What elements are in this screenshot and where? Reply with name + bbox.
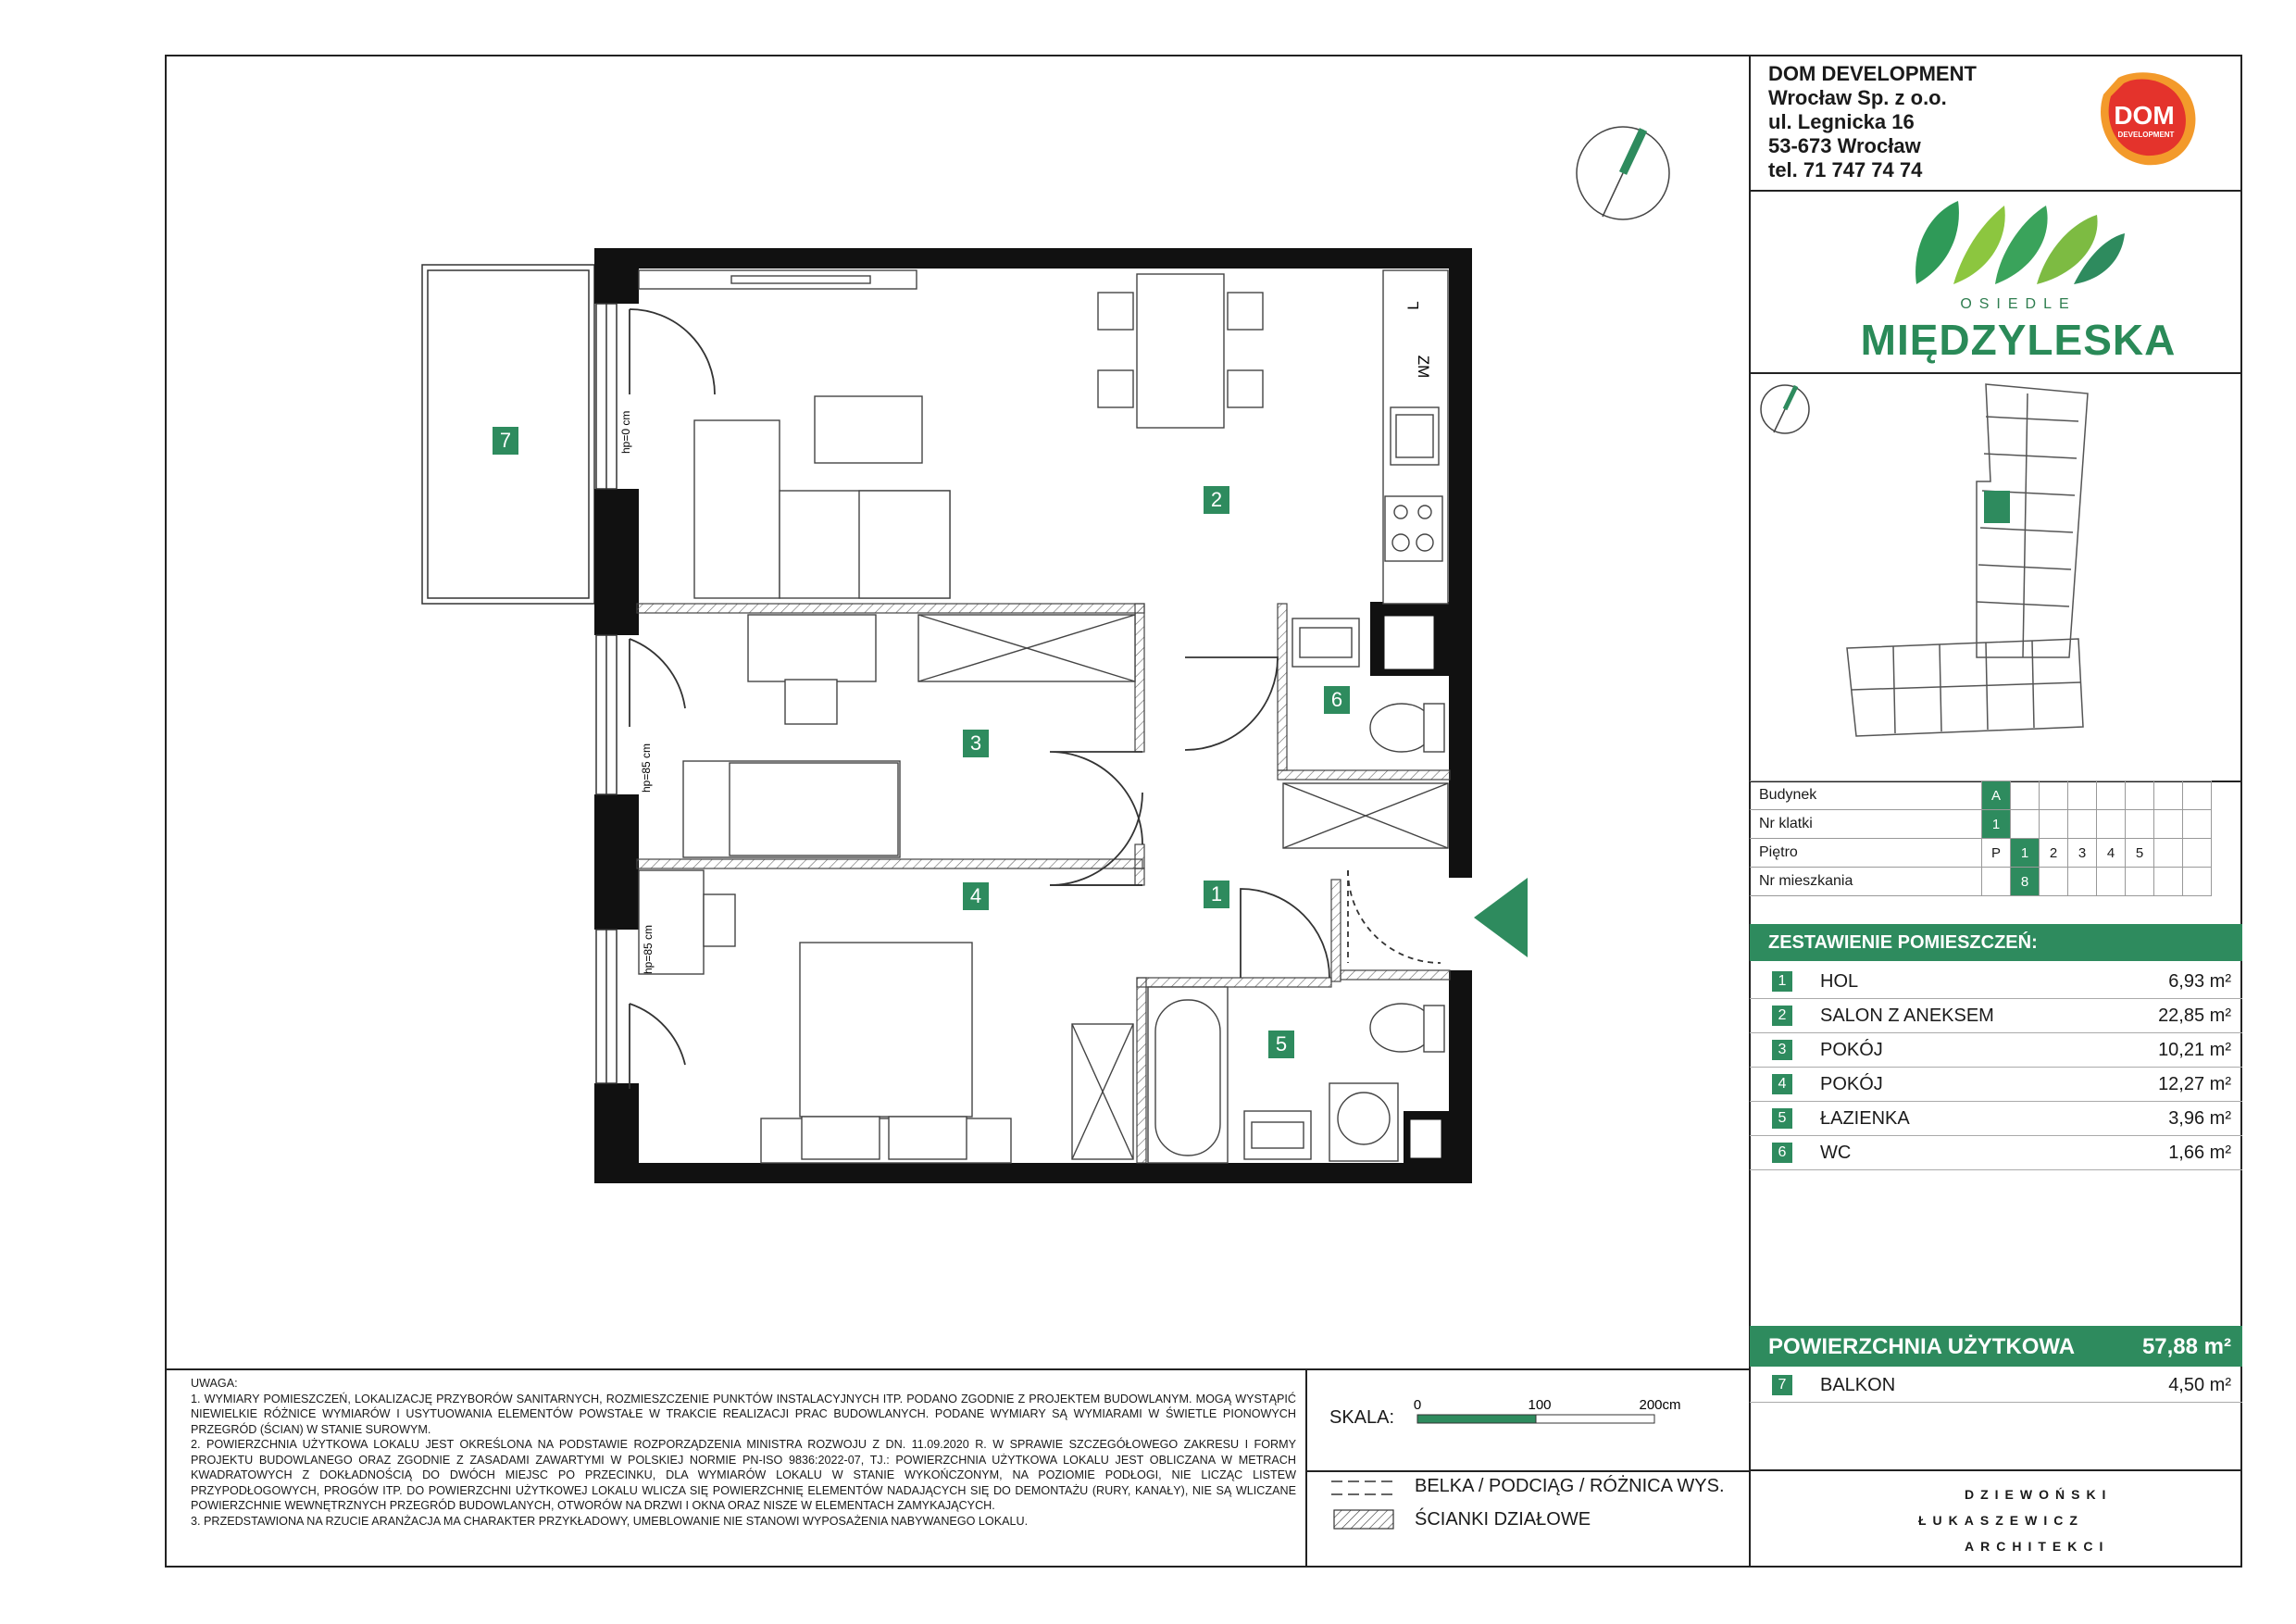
table-cell	[2068, 781, 2097, 810]
window-height-label: hp=85 cm	[642, 924, 655, 974]
scale-legend-divider	[1305, 1470, 1750, 1472]
table-cell	[2040, 810, 2068, 839]
note-item: 1. WYMIARY POMIESZCZEŃ, LOKALIZACJĘ PRZYBORÓW SANITARNYCH, ROZMIESZCZENIE PUNKTÓW INSTALACYJNYCH ITP. PODANO ZGODNIE Z PROJEKTEM BUDOWLANYM. MOGĄ WYSTĄPIĆ NIEWIELKIE RÓŻNICE WYMIARÓW I USYTUOWANIA ELEMENTÓW POWSTAŁE W TRAKCIE REALIZACJI PRAC BUDOWLANYCH. PODANE WYMIARY SĄ WYMIARAMI W ŚWIETLE PIONOWYCH PRZEGRÓD (ŚCIAN) W STANIE SUROWYM.	[191, 1392, 1296, 1436]
table-cell	[2068, 810, 2097, 839]
kitchen-units	[1383, 270, 1448, 604]
note-item: 2. POWIERZCHNIA UŻYTKOWA LOKALU JEST OKREŚLONA NA PODSTAWIE ROZPORZĄDZENIA MINISTRA ROZWOJU Z DN. 11.09.2020 R. W SPRAWIE SZCZEGÓŁOWEGO ZAKRESU I FORMY PROJEKTU BUDOWLANEGO ORAZ ZGODNIE Z ZASADAMI ZAWARTYMI W POLSKIEJ NORMIE PN-ISO 9836:2022-07, TJ.: POWIERZCHNIA UŻYTKOWA LOKALU JEST OBLICZANA W METRACH KWADRATOWYCH Z DOKŁADNOŚCIĄ DO DWÓCH MIEJSC PO PRZECINKU, DLA WYMIARÓW LOKALU W STANIE WYKOŃCZONYM, NA POZIOMIE PODŁOGI, NIE LICZĄC LISTEW PRZYPODŁOGOWYCH, PROGÓW ITP. DO POWIERZCHNI UŻYTKOWEJ LOKALU WLICZA SIĘ POWIERZCHNIĘ ELEMENTÓW NADAJĄCYCH SIĘ DO DEMONTAŻU (RURY, KANAŁY), NIE SĄ WLICZANE POWIERZCHNIE WEWNĘTRZNYCH PRZEGRÓD BUDOWLANYCH, OTWORÓW NA DRZWI I OKNA ORAZ NISZE W ELEMENTACH ZAMYKAJĄCYCH.	[191, 1438, 1296, 1512]
room-number: 1	[1772, 971, 1792, 992]
klatka-row	[1750, 810, 2212, 839]
room-row	[1750, 1068, 2242, 1102]
room-row	[1750, 1136, 2242, 1170]
table-cell	[2154, 839, 2183, 868]
architect-line: DZIEWOŃSKI	[1965, 1487, 2113, 1502]
company-line: 53-673 Wrocław	[1768, 134, 1921, 157]
scale-bar	[1412, 1394, 1690, 1431]
room4-furniture	[639, 870, 1011, 1163]
room3-furniture	[683, 615, 1135, 857]
room-area: 4,50 m²	[2168, 1375, 2231, 1395]
total-area-label: POWIERZCHNIA UŻYTKOWA	[1768, 1334, 2076, 1359]
table-cell	[2126, 781, 2154, 810]
table-cell	[2183, 868, 2212, 896]
table-cell	[2126, 810, 2154, 839]
room-row	[1750, 1102, 2242, 1136]
project-divider	[1749, 372, 2242, 374]
miedzyleska-leaf-logo	[1907, 196, 2129, 289]
room-area: 1,66 m²	[2168, 1143, 2231, 1163]
exterior-walls	[594, 248, 1472, 1183]
klatka-value: 1	[1982, 810, 2011, 839]
pietro-option: P	[1982, 839, 2011, 868]
room-area: 22,85 m²	[2158, 1006, 2231, 1026]
room-name: POKÓJ	[1820, 1074, 1883, 1094]
table-cell	[2040, 781, 2068, 810]
project-title: MIĘDZYLESKA	[1860, 316, 2177, 364]
mieszkanie-value: 8	[2011, 868, 2040, 896]
pietro-row	[1750, 839, 2212, 868]
table-cell	[2183, 781, 2212, 810]
table-cell	[2011, 781, 2040, 810]
table-cell	[2154, 810, 2183, 839]
living-room-furniture	[639, 270, 950, 598]
window-height-label: hp=0 cm	[619, 410, 632, 454]
room-row	[1750, 999, 2242, 1033]
footer-divider	[1749, 1469, 2242, 1471]
pietro-option: 2	[2040, 839, 2068, 868]
table-cell	[2183, 839, 2212, 868]
dining-set	[1098, 274, 1263, 428]
plan-room-number: 3	[963, 730, 989, 757]
beam-legend-label: BELKA / PODCIĄG / RÓŻNICA WYS.	[1415, 1476, 1725, 1496]
pietro-option: 4	[2097, 839, 2126, 868]
room-number: 6	[1772, 1143, 1792, 1163]
windows	[596, 304, 617, 1083]
plan-room-number: 7	[493, 427, 518, 455]
plan-room-number: 2	[1204, 486, 1229, 514]
table-cell	[2183, 810, 2212, 839]
mieszkanie-label: Nr mieszkania	[1750, 868, 1982, 896]
kitchen-mark: L	[1404, 301, 1422, 310]
entrance-arrow	[1474, 878, 1528, 957]
room-area: 12,27 m²	[2158, 1074, 2231, 1094]
north-compass-icon	[1572, 122, 1674, 224]
room-name: ŁAZIENKA	[1820, 1108, 1910, 1129]
scale-tick: 200cm	[1639, 1397, 1681, 1413]
table-cell	[2097, 868, 2126, 896]
room-area: 10,21 m²	[2158, 1040, 2231, 1060]
table-cell	[2097, 810, 2126, 839]
architect-line: ARCHITEKCI	[1965, 1539, 2110, 1554]
floor-plan	[398, 241, 1565, 1194]
pietro-option: 5	[2126, 839, 2154, 868]
notes-block	[191, 1376, 1296, 1529]
room-number: 5	[1772, 1108, 1792, 1129]
company-line: tel. 71 747 74 74	[1768, 158, 1923, 181]
mieszkanie-row	[1750, 868, 2212, 896]
bathroom-fixtures	[1072, 987, 1444, 1163]
logo-dom-text: DOM	[2114, 101, 2175, 130]
partition-legend-label: ŚCIANKI DZIAŁOWE	[1415, 1509, 1591, 1530]
scale-tick: 0	[1413, 1397, 1422, 1413]
table-cell	[2068, 868, 2097, 896]
plan-room-number: 4	[963, 882, 989, 910]
room-row	[1750, 965, 2242, 999]
table-cell	[2154, 781, 2183, 810]
notes-scale-divider	[1305, 1368, 1307, 1568]
room-name: SALON Z ANEKSEM	[1820, 1006, 1994, 1026]
window-height-label: hp=85 cm	[640, 743, 653, 793]
total-area-value: 57,88 m²	[2141, 1334, 2231, 1359]
dom-development-logo	[2085, 67, 2205, 170]
total-area-row	[1750, 1326, 2242, 1367]
table-cell	[2097, 781, 2126, 810]
budynek-row	[1750, 781, 2212, 810]
pietro-option-selected: 1	[2011, 839, 2040, 868]
plan-room-number: 5	[1268, 1031, 1294, 1058]
pietro-option: 3	[2068, 839, 2097, 868]
budynek-value: A	[1982, 781, 2011, 810]
room-number: 7	[1772, 1375, 1792, 1395]
rooms-header: ZESTAWIENIE POMIESZCZEŃ:	[1750, 924, 2242, 961]
table-cell	[2040, 868, 2068, 896]
table-cell	[2126, 868, 2154, 896]
note-item: 3. PRZEDSTAWIONA NA RZUCIE ARANŻACJA MA CHARAKTER PRZYKŁADOWY, UMEBLOWANIE NIE STANOWI WYPOSAŻENIA NABYWANEGO LOKALU.	[191, 1514, 1029, 1528]
room-name: WC	[1820, 1143, 1852, 1163]
table-cell	[2154, 868, 2183, 896]
room-name: HOL	[1820, 971, 1859, 992]
apartment-info-table	[1750, 781, 2212, 896]
notes-divider	[165, 1368, 1750, 1370]
beam-legend-icon	[1331, 1478, 1396, 1500]
balcony-row	[1750, 1368, 2242, 1403]
notes-title: UWAGA:	[191, 1377, 238, 1390]
logo-development-text: DEVELOPMENT	[2117, 131, 2175, 139]
company-divider	[1749, 190, 2242, 192]
plan-room-number: 1	[1204, 881, 1229, 908]
room-name: BALKON	[1820, 1375, 1896, 1395]
room-row	[1750, 1033, 2242, 1068]
compass-small-icon	[1757, 381, 1813, 437]
partition-legend-icon	[1333, 1509, 1394, 1530]
architect-line: ŁUKASZEWICZ	[1918, 1513, 2084, 1528]
building-key-plan	[1838, 380, 2115, 741]
room-number: 2	[1772, 1006, 1792, 1026]
scale-label: SKALA:	[1329, 1407, 1395, 1428]
room-area: 3,96 m²	[2168, 1108, 2231, 1129]
room-number: 4	[1772, 1074, 1792, 1094]
company-info	[1768, 62, 1977, 182]
table-cell	[2011, 810, 2040, 839]
scale-tick: 100	[1528, 1397, 1552, 1413]
project-subtitle: OSIEDLE	[1960, 296, 2077, 312]
architect-logo	[1918, 1481, 2113, 1559]
plan-room-number: 6	[1324, 686, 1350, 714]
room-number: 3	[1772, 1040, 1792, 1060]
klatka-label: Nr klatki	[1750, 810, 1982, 839]
table-cell	[1982, 868, 2011, 896]
company-line: Wrocław Sp. z o.o.	[1768, 86, 1947, 109]
budynek-label: Budynek	[1750, 781, 1982, 810]
pietro-label: Piętro	[1750, 839, 1982, 868]
company-line: ul. Legnicka 16	[1768, 110, 1915, 133]
room-name: POKÓJ	[1820, 1040, 1883, 1060]
kitchen-mark: ZM	[1415, 355, 1432, 379]
room-area: 6,93 m²	[2168, 971, 2231, 992]
company-line: DOM DEVELOPMENT	[1768, 62, 1977, 85]
